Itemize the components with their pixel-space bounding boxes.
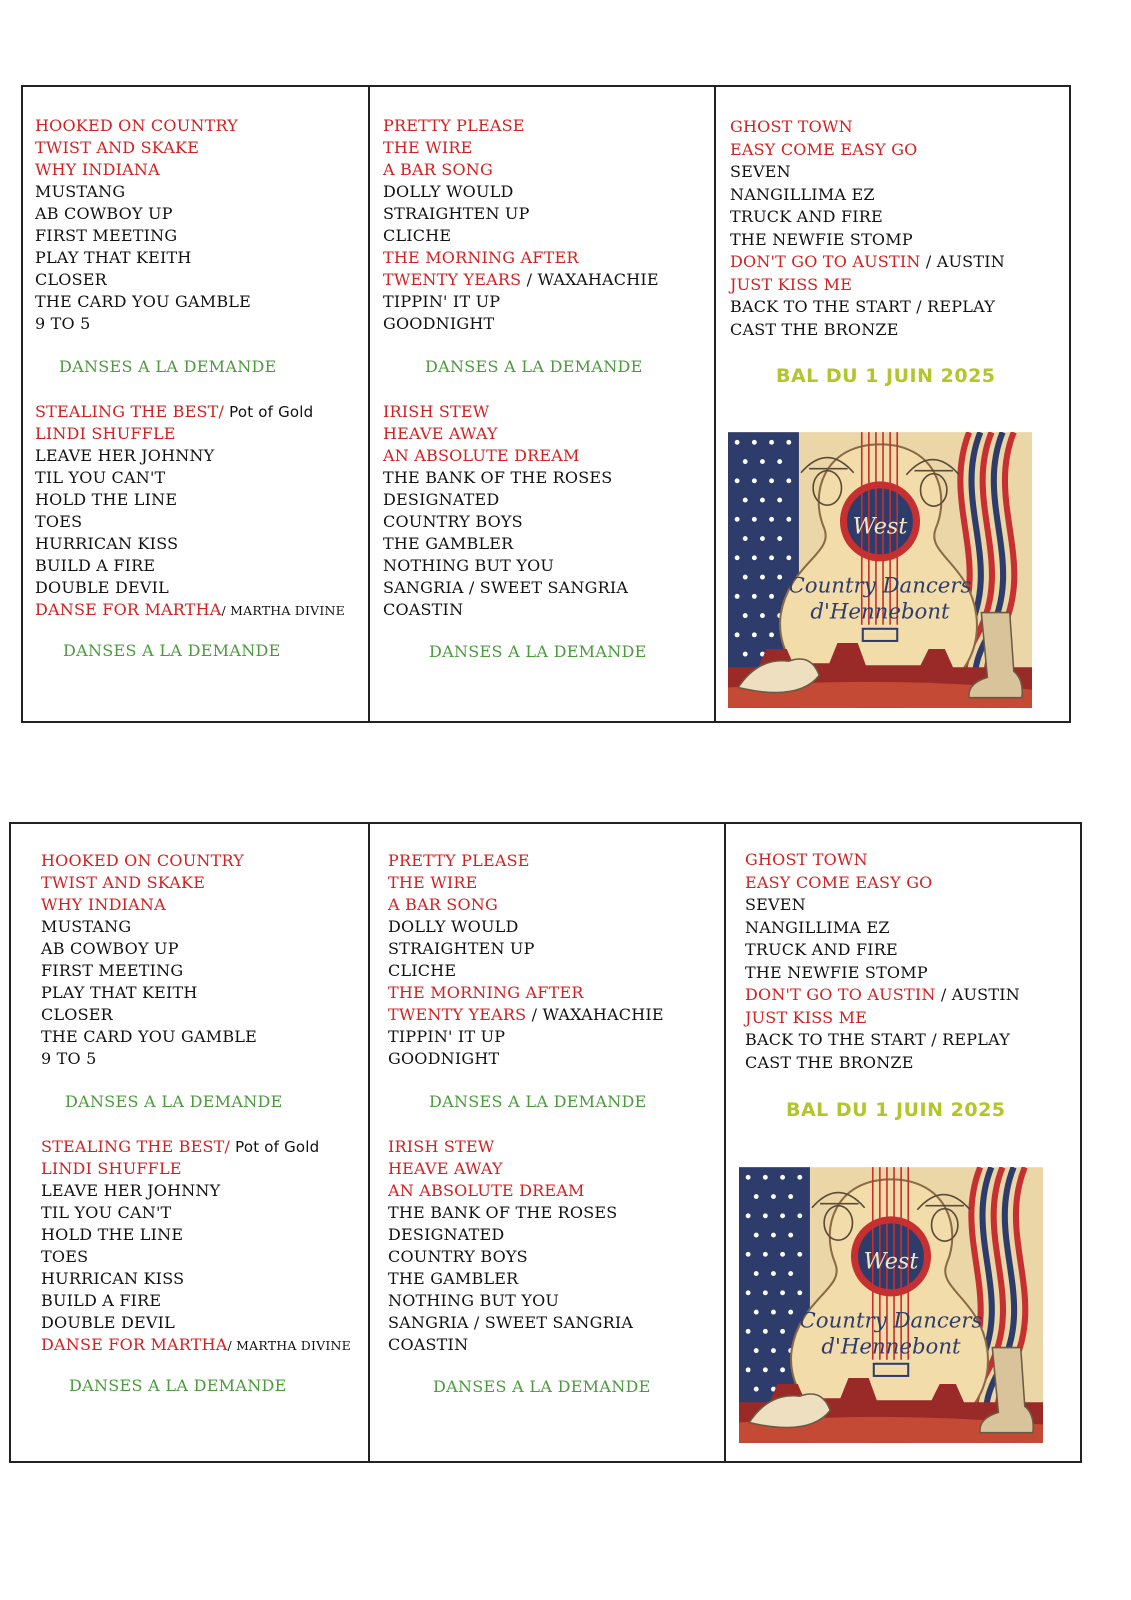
dance-item	[383, 511, 523, 533]
dance-item	[35, 137, 199, 159]
dance-item	[730, 319, 899, 341]
requests-heading: DANSES A LA DEMANDE	[433, 1377, 651, 1396]
dance-item	[745, 962, 928, 984]
dance-title: TIPPIN' IT UP	[388, 1027, 506, 1046]
dance-title: TRUCK AND FIRE	[730, 207, 883, 226]
column-2	[368, 87, 714, 721]
dance-title: CLOSER	[35, 270, 107, 289]
logo-word-hennebont: d'Hennebont	[810, 599, 950, 625]
dance-title: IRISH STEW	[383, 402, 490, 421]
dance-title: BUILD A FIRE	[35, 556, 156, 575]
dance-item	[383, 313, 494, 335]
dance-item	[383, 137, 472, 159]
dance-title: MUSTANG	[41, 917, 132, 936]
requests-heading: DANSES A LA DEMANDE	[429, 642, 647, 661]
dance-title: SANGRIA / SWEET SANGRIA	[388, 1313, 634, 1332]
dance-item	[35, 599, 345, 622]
dance-title: THE CARD YOU GAMBLE	[41, 1027, 257, 1046]
dance-title: TRUCK AND FIRE	[745, 940, 898, 959]
setlist-sheet-top	[21, 85, 1071, 723]
dance-title: THE GAMBLER	[383, 534, 514, 553]
dance-title: STEALING THE BEST/	[35, 402, 225, 421]
dance-item	[41, 982, 198, 1004]
dance-title: CLICHE	[383, 226, 452, 245]
dance-title: BUILD A FIRE	[41, 1291, 162, 1310]
dance-item	[383, 269, 659, 291]
country-dancers-logo-image	[739, 1167, 1043, 1443]
dance-item	[388, 1004, 664, 1026]
country-dancers-logo-image	[728, 432, 1032, 708]
dance-item	[41, 1004, 113, 1026]
dance-item	[35, 225, 177, 247]
dance-title: TIPPIN' IT UP	[383, 292, 501, 311]
dance-title: THE CARD YOU GAMBLE	[35, 292, 251, 311]
dance-item	[383, 467, 612, 489]
dance-title: DANSE FOR MARTHA	[35, 600, 222, 619]
dance-title: DOUBLE DEVIL	[35, 578, 169, 597]
dance-item	[388, 982, 584, 1004]
dance-title: WHY INDIANA	[41, 895, 166, 914]
dance-title: DANSE FOR MARTHA	[41, 1335, 228, 1354]
dance-title: TOES	[35, 512, 83, 531]
dance-item	[388, 960, 456, 982]
dance-item	[730, 161, 791, 183]
dance-item	[745, 939, 898, 961]
dance-item	[745, 872, 933, 894]
dance-item	[41, 872, 205, 894]
dance-title: GOODNIGHT	[383, 314, 495, 333]
dance-item	[745, 849, 868, 871]
dance-title: DOLLY WOULD	[388, 917, 519, 936]
dance-title: PRETTY PLEASE	[383, 116, 525, 135]
dance-item	[383, 203, 530, 225]
dance-item	[35, 313, 91, 335]
dance-item	[35, 181, 125, 203]
dance-item	[41, 1268, 184, 1290]
dance-item	[41, 960, 183, 982]
dance-title: LINDI SHUFFLE	[35, 424, 176, 443]
dance-item	[35, 533, 178, 555]
dance-item	[383, 159, 493, 181]
dance-title: A BAR SONG	[383, 160, 493, 179]
dance-title: HURRICAN KISS	[41, 1269, 185, 1288]
column-1	[23, 87, 368, 721]
dance-title: NOTHING BUT YOU	[388, 1291, 560, 1310]
dance-title: DOUBLE DEVIL	[41, 1313, 175, 1332]
dance-item	[41, 1312, 175, 1334]
dance-title: TWENTY YEARS	[383, 270, 522, 289]
dance-item	[383, 225, 451, 247]
dance-title: STRAIGHTEN UP	[388, 939, 535, 958]
dance-item	[730, 251, 1005, 273]
dance-item	[388, 1180, 585, 1202]
dance-alternate: Pot of Gold	[224, 403, 314, 421]
dance-item	[388, 1136, 494, 1158]
dance-title: HEAVE AWAY	[383, 424, 498, 443]
dance-title: IRISH STEW	[388, 1137, 495, 1156]
logo-word-hennebont: d'Hennebont	[821, 1334, 961, 1360]
dance-title: FIRST MEETING	[35, 226, 178, 245]
dance-item	[41, 1202, 171, 1224]
dance-item	[730, 296, 995, 318]
dance-item	[41, 938, 179, 960]
requests-heading: DANSES A LA DEMANDE	[59, 357, 277, 376]
dance-title: THE NEWFIE STOMP	[730, 229, 913, 249]
dance-item	[35, 467, 165, 489]
dance-item	[388, 1026, 505, 1048]
dance-item	[383, 599, 463, 621]
requests-heading: DANSES A LA DEMANDE	[63, 641, 281, 660]
dance-title: THE MORNING AFTER	[388, 983, 584, 1002]
dance-item	[388, 850, 530, 872]
dance-title: THE MORNING AFTER	[383, 248, 579, 267]
dance-item	[35, 445, 214, 467]
dance-title: EASY COME EASY GO	[745, 872, 933, 892]
dance-item	[41, 850, 244, 872]
requests-heading: DANSES A LA DEMANDE	[429, 1092, 647, 1111]
dance-title: PRETTY PLEASE	[388, 851, 530, 870]
dance-title: DESIGNATED	[388, 1225, 505, 1244]
dance-item	[730, 184, 875, 206]
dance-item	[383, 445, 580, 467]
dance-item	[388, 916, 519, 938]
dance-title: HOOKED ON COUNTRY	[41, 851, 244, 870]
dance-item	[41, 1026, 257, 1048]
dance-item	[388, 1312, 633, 1334]
dance-title: HURRICAN KISS	[35, 534, 179, 553]
dance-title: DON'T GO TO AUSTIN	[745, 985, 936, 1004]
dance-title: THE BANK OF THE ROSES	[388, 1203, 618, 1222]
dance-title: LEAVE HER JOHNNY	[35, 446, 215, 465]
dance-title: CAST THE BRONZE	[745, 1052, 914, 1072]
dance-title: COUNTRY BOYS	[388, 1247, 528, 1266]
dance-item	[383, 489, 499, 511]
dance-title: EASY COME EASY GO	[730, 139, 918, 159]
dance-item	[383, 533, 513, 555]
dance-item	[41, 1290, 161, 1312]
dance-title: 9 TO 5	[41, 1049, 97, 1068]
dance-title: SEVEN	[730, 162, 791, 181]
column-2	[368, 824, 724, 1461]
dance-title: HEAVE AWAY	[388, 1159, 503, 1178]
dance-item	[41, 1048, 97, 1070]
event-date-title: BAL DU 1 JUIN 2025	[786, 1099, 1006, 1121]
dance-item	[383, 247, 579, 269]
dance-title: NANGILLIMA EZ	[730, 184, 875, 204]
logo-word-west: West	[863, 1248, 919, 1275]
dance-item	[35, 159, 160, 181]
dance-title: AN ABSOLUTE DREAM	[388, 1181, 585, 1200]
dance-item	[35, 577, 169, 599]
dance-item	[388, 872, 477, 894]
dance-title: THE GAMBLER	[388, 1269, 519, 1288]
dance-title: A BAR SONG	[388, 895, 498, 914]
club-logo	[739, 1167, 1043, 1443]
dance-title: TWIST AND SKAKE	[35, 138, 200, 157]
requests-heading: DANSES A LA DEMANDE	[65, 1092, 283, 1111]
dance-title: COUNTRY BOYS	[383, 512, 523, 531]
dance-item	[35, 247, 192, 269]
dance-item	[35, 489, 177, 511]
dance-item	[388, 1224, 504, 1246]
dance-title: CAST THE BRONZE	[730, 319, 899, 339]
dance-item	[41, 1158, 182, 1180]
dance-title: AN ABSOLUTE DREAM	[383, 446, 580, 465]
dance-item	[35, 401, 313, 423]
dance-title: SANGRIA / SWEET SANGRIA	[383, 578, 629, 597]
dance-item	[745, 1029, 1010, 1051]
dance-item	[41, 1180, 220, 1202]
dance-item	[383, 291, 500, 313]
requests-heading: DANSES A LA DEMANDE	[425, 357, 643, 376]
dance-title: JUST KISS ME	[745, 1007, 868, 1027]
dance-title: DOLLY WOULD	[383, 182, 514, 201]
dance-item	[41, 1334, 351, 1357]
dance-item	[383, 181, 514, 203]
dance-title: TIL YOU CAN'T	[35, 468, 166, 487]
dance-title: THE WIRE	[383, 138, 473, 157]
dance-item	[35, 555, 155, 577]
column-1	[11, 824, 368, 1461]
dance-title: HOOKED ON COUNTRY	[35, 116, 238, 135]
dance-title: TIL YOU CAN'T	[41, 1203, 172, 1222]
dance-title: BACK TO THE START / REPLAY	[730, 297, 995, 316]
dance-title: JUST KISS ME	[730, 274, 853, 294]
dance-alternate: / MARTHA DIVINE	[227, 1338, 351, 1353]
dance-title: NOTHING BUT YOU	[383, 556, 555, 575]
dance-title: GOODNIGHT	[388, 1049, 500, 1068]
dance-title: GHOST TOWN	[745, 850, 868, 869]
dance-item	[35, 423, 176, 445]
requests-heading: DANSES A LA DEMANDE	[69, 1376, 287, 1395]
dance-item	[383, 555, 554, 577]
dance-item	[41, 1136, 319, 1158]
dance-alternate: / WAXAHACHIE	[521, 270, 659, 289]
dance-title: WHY INDIANA	[35, 160, 160, 179]
dance-item	[388, 894, 498, 916]
dance-item	[745, 984, 1020, 1006]
dance-title: FIRST MEETING	[41, 961, 184, 980]
dance-item	[388, 1202, 617, 1224]
dance-alternate: Pot of Gold	[230, 1138, 320, 1156]
dance-title: CLOSER	[41, 1005, 113, 1024]
column-3	[714, 87, 1069, 721]
dance-item	[388, 1158, 503, 1180]
dance-title: 9 TO 5	[35, 314, 91, 333]
dance-item	[383, 423, 498, 445]
dance-item	[730, 139, 918, 161]
dance-title: MUSTANG	[35, 182, 126, 201]
dance-title: HOLD THE LINE	[35, 490, 178, 509]
dance-title: TWIST AND SKAKE	[41, 873, 206, 892]
dance-title: BACK TO THE START / REPLAY	[745, 1030, 1010, 1049]
dance-title: COASTIN	[383, 600, 464, 619]
dance-title: LEAVE HER JOHNNY	[41, 1181, 221, 1200]
dance-item	[35, 511, 82, 533]
dance-item	[745, 894, 806, 916]
dance-title: NANGILLIMA EZ	[745, 917, 890, 937]
dance-title: TWENTY YEARS	[388, 1005, 527, 1024]
dance-title: CLICHE	[388, 961, 457, 980]
dance-item	[35, 269, 107, 291]
dance-item	[383, 577, 628, 599]
dance-item	[383, 401, 489, 423]
logo-word-country-dancers: Country Dancers	[799, 1308, 983, 1334]
dance-item	[383, 115, 525, 137]
dance-item	[388, 1246, 528, 1268]
dance-item	[41, 894, 166, 916]
dance-title: COASTIN	[388, 1335, 469, 1354]
dance-item	[730, 274, 852, 296]
dance-title: AB COWBOY UP	[35, 204, 173, 223]
dance-title: LINDI SHUFFLE	[41, 1159, 182, 1178]
dance-alternate: / WAXAHACHIE	[526, 1005, 664, 1024]
dance-item	[35, 291, 251, 313]
dance-title: AB COWBOY UP	[41, 939, 179, 958]
setlist-sheet-bottom	[9, 822, 1082, 1463]
dance-item	[388, 1290, 559, 1312]
dance-title: STRAIGHTEN UP	[383, 204, 530, 223]
dance-item	[388, 1268, 518, 1290]
dance-item	[388, 1334, 468, 1356]
dance-alternate: / AUSTIN	[920, 252, 1005, 271]
column-3	[724, 824, 1080, 1461]
dance-item	[41, 916, 131, 938]
dance-title: THE WIRE	[388, 873, 478, 892]
dance-item	[41, 1224, 183, 1246]
dance-item	[388, 1048, 499, 1070]
dance-item	[730, 206, 883, 228]
dance-title: THE BANK OF THE ROSES	[383, 468, 613, 487]
dance-item	[35, 115, 238, 137]
dance-item	[388, 938, 535, 960]
dance-item	[745, 1007, 867, 1029]
dance-item	[745, 1052, 914, 1074]
dance-title: HOLD THE LINE	[41, 1225, 184, 1244]
logo-word-country-dancers: Country Dancers	[788, 573, 972, 599]
dance-title: DON'T GO TO AUSTIN	[730, 252, 921, 271]
dance-title: DESIGNATED	[383, 490, 500, 509]
event-date-title: BAL DU 1 JUIN 2025	[776, 365, 996, 387]
dance-title: TOES	[41, 1247, 89, 1266]
dance-item	[730, 116, 853, 138]
dance-title: STEALING THE BEST/	[41, 1137, 231, 1156]
dance-title: GHOST TOWN	[730, 117, 853, 136]
dance-title: SEVEN	[745, 895, 806, 914]
dance-alternate: / MARTHA DIVINE	[221, 603, 345, 618]
dance-title: PLAY THAT KEITH	[35, 248, 192, 267]
club-logo	[728, 432, 1032, 708]
logo-word-west: West	[852, 513, 908, 540]
dance-item	[41, 1246, 88, 1268]
dance-title: PLAY THAT KEITH	[41, 983, 198, 1002]
dance-title: THE NEWFIE STOMP	[745, 962, 928, 982]
dance-item	[745, 917, 890, 939]
dance-item	[730, 229, 913, 251]
dance-alternate: / AUSTIN	[935, 985, 1020, 1004]
dance-item	[35, 203, 173, 225]
